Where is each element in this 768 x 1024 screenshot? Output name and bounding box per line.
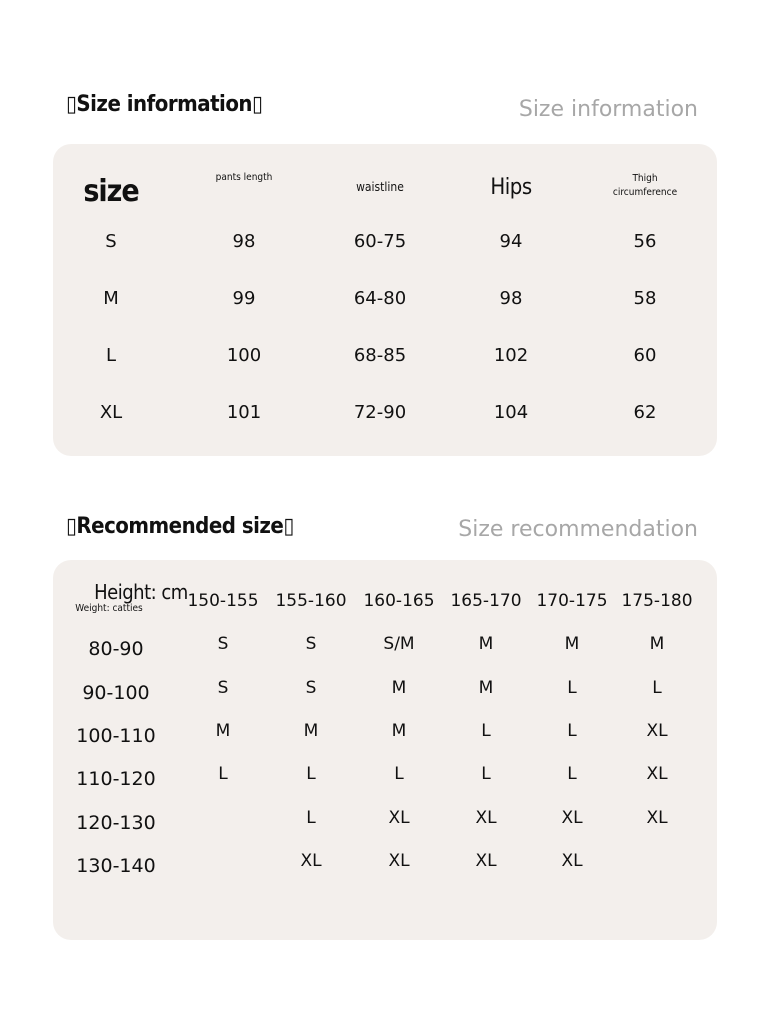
recommended-size: M bbox=[478, 678, 494, 698]
recommended-size: XL bbox=[561, 808, 583, 828]
recommended-size: S bbox=[305, 678, 317, 698]
recommended-size: M bbox=[215, 721, 231, 741]
header-pants-length: pants length bbox=[215, 172, 273, 183]
size-value: 62 bbox=[633, 402, 657, 423]
recommended-size: L bbox=[567, 721, 577, 741]
weight-range: 130-140 bbox=[76, 855, 156, 877]
weight-range: 120-130 bbox=[76, 812, 156, 834]
size-value: 102 bbox=[493, 345, 529, 366]
size-info-subtitle: Size information bbox=[518, 97, 698, 122]
size-info-title: ▯Size information▯ bbox=[66, 92, 263, 117]
size-value: 64-80 bbox=[353, 288, 407, 309]
recommended-size: L bbox=[481, 721, 491, 741]
size-value: 98 bbox=[232, 231, 256, 252]
recommended-size: XL bbox=[388, 851, 410, 871]
weight-range: 80-90 bbox=[88, 638, 144, 660]
size-value: 58 bbox=[633, 288, 657, 309]
weight-range: 110-120 bbox=[76, 768, 156, 790]
recommended-size: XL bbox=[646, 721, 668, 741]
recommended-size: L bbox=[306, 764, 316, 784]
size-value: 56 bbox=[633, 231, 657, 252]
recommended-size: L bbox=[306, 808, 316, 828]
recommended-size: XL bbox=[561, 851, 583, 871]
recommended-size: M bbox=[478, 634, 494, 654]
size-value: 100 bbox=[226, 345, 262, 366]
recommended-size: L bbox=[567, 764, 577, 784]
recommended-size: L bbox=[394, 764, 404, 784]
recommend-subtitle: Size recommendation bbox=[458, 517, 698, 542]
recommended-size: M bbox=[564, 634, 580, 654]
height-header: 170-175 bbox=[536, 591, 608, 611]
header-size: size bbox=[83, 174, 139, 209]
recommend-panel bbox=[53, 560, 717, 940]
recommended-size: XL bbox=[475, 851, 497, 871]
size-label: XL bbox=[99, 402, 123, 423]
size-value: 60-75 bbox=[353, 231, 407, 252]
size-value: 101 bbox=[226, 402, 262, 423]
recommend-title: ▯Recommended size▯ bbox=[66, 514, 294, 539]
weight-range: 90-100 bbox=[82, 682, 150, 704]
height-header: 155-160 bbox=[275, 591, 347, 611]
recommended-size: M bbox=[391, 678, 407, 698]
size-value: 98 bbox=[499, 288, 523, 309]
header-hips: Hips bbox=[490, 175, 532, 200]
recommended-size: XL bbox=[388, 808, 410, 828]
recommended-size: XL bbox=[475, 808, 497, 828]
height-header: 160-165 bbox=[363, 591, 435, 611]
recommended-size: L bbox=[481, 764, 491, 784]
recommended-size: L bbox=[652, 678, 662, 698]
recommended-size: S/M bbox=[383, 634, 415, 654]
recommended-size: XL bbox=[300, 851, 322, 871]
recommended-size: S bbox=[217, 678, 229, 698]
size-value: 60 bbox=[633, 345, 657, 366]
recommended-size: M bbox=[391, 721, 407, 741]
recommended-size: S bbox=[217, 634, 229, 654]
size-label: L bbox=[105, 345, 117, 366]
recommended-size: XL bbox=[646, 808, 668, 828]
size-value: 104 bbox=[493, 402, 529, 423]
recommended-size: M bbox=[303, 721, 319, 741]
header-waistline: waistline bbox=[356, 180, 404, 194]
size-label: S bbox=[105, 231, 117, 252]
recommended-size: XL bbox=[646, 764, 668, 784]
recommended-size: M bbox=[649, 634, 665, 654]
recommended-size: L bbox=[218, 764, 228, 784]
size-value: 94 bbox=[499, 231, 523, 252]
height-header: 150-155 bbox=[187, 591, 259, 611]
height-label: Height: cm bbox=[94, 580, 188, 604]
height-header: 175-180 bbox=[621, 591, 693, 611]
size-value: 99 bbox=[232, 288, 256, 309]
size-label: M bbox=[103, 288, 119, 309]
weight-range: 100-110 bbox=[76, 725, 156, 747]
weight-label: Weight: catties bbox=[75, 603, 143, 614]
height-header: 165-170 bbox=[450, 591, 522, 611]
header-thigh: Thigh circumference bbox=[612, 173, 678, 198]
size-info-panel bbox=[53, 144, 717, 456]
recommended-size: S bbox=[305, 634, 317, 654]
size-value: 72-90 bbox=[353, 402, 407, 423]
size-value: 68-85 bbox=[353, 345, 407, 366]
recommended-size: L bbox=[567, 678, 577, 698]
